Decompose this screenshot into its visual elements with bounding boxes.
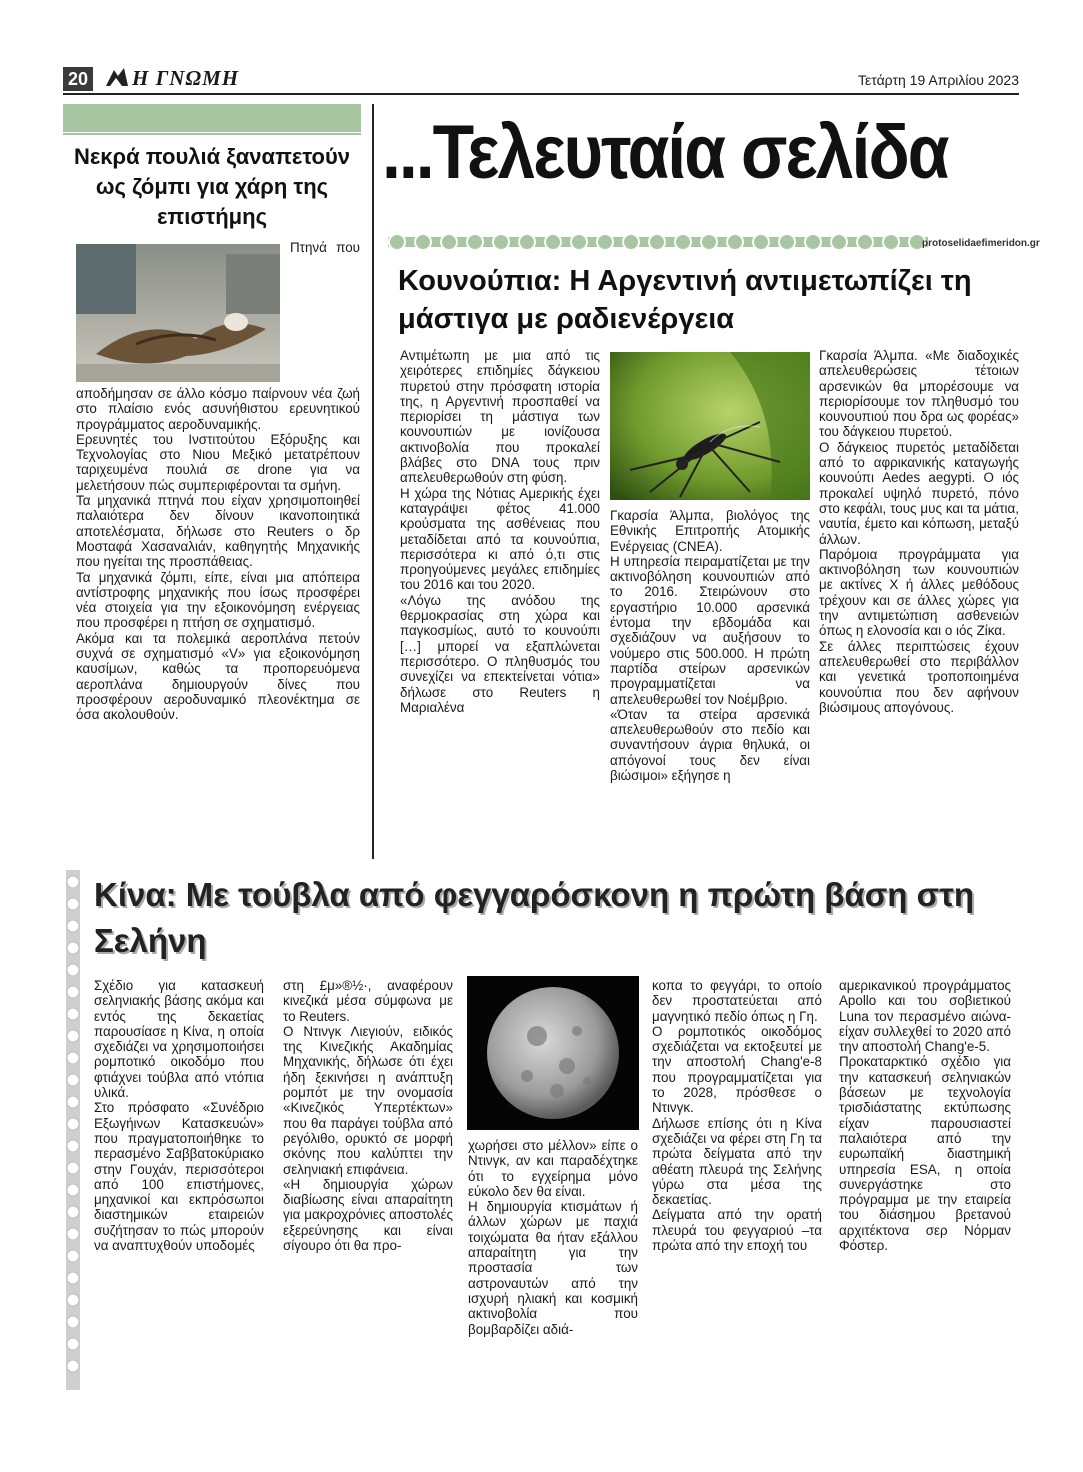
moon-col-1: Σχέδιο για κατασκευή σεληνιακής βάσης ακόμα και εντός της δεκαετίας παρουσίασε η Κίνα, η οποία σχεδιάζει να χρησιμοποιήσει ρομποτικό οικοδόμο που φτιάχνει τούβλα από ντόπια υλικά. Στο πρόσφατο «Συνέδριο Εξωγήινων Κατασκευών» που πραγματοποιήθηκε το περασμένο Σαββατοκύριακο στην Γουχάν, περισσότεροι από 100 επιστήμονες, μηχανικοί και εκπρόσωποι διαστημικών εταιρειών συζήτησαν το πώς μπορούν να αναπτυχθούν υποδομές <box>94 978 264 1254</box>
page-number: 20 <box>63 67 93 91</box>
bird-photo <box>76 244 284 384</box>
mosquito-col-3: Γκαρσία Άλμπα. «Με διαδοχικές απελευθερώσεις τέτοιων αρσενικών θα μπορέσουμε να περιορίσουμε τον πληθυσμό του κουνουπιού που δρα ως φορέας» του δάγκειου πυρετού. Ο δάγκειος πυρετός μεταδίδεται από το αφρικανικής καταγωγής κουνούπι Aedes aegypti. Ο ιός προκαλεί υψηλό πυρετό, πόνο στο κεφάλι, τους μυς και τα μάτια, ναυτία, έμετο και κόπωση, μεταξύ άλλων. Παρόμοια προγράμματα για ακτινοβόληση των κουνουπιών με ακτίνες Χ ή άλλες μεθόδους τρέχουν και σε άλλες χώρες για την αντιμετώπιση ασθενειών όπως η ελονοσία και ο ιός Ζίκα. Σε άλλες περιπτώσεις έχουν απελευθερωθεί στο περιβάλλον και γενετικά τροποποιημένα κουνούπια που δεν αφήνουν βιώσιμους απογόνους. <box>819 348 1019 715</box>
mosquito-col-2: Γκαρσία Άλμπα, βιολόγος της Εθνικής Επιτροπής Ατομικής Ενέργειας (CNEA). Η υπηρεσία πειραματίζεται με την ακτινοβόληση κουνουπιών από το 2016. Στειρώνουν στο εργαστήριο 10.000 αρσενικά έντομα την εβδομάδα και σχεδιάζουν να αυξήσουν το νούμερο στις 500.000. Η πρώτη παρτίδα στείρων αρσενικών προγραμματίζεται να απελευθερωθεί τον Νοέμβριο. «Όταν τα στείρα αρσενικά απελευθερωθούν στο πεδίο και συναντήσουν άγρια θηλυκά, οι απόγονοί τους δεν είναι βιώσιμοι» εξήγησε η <box>610 508 810 784</box>
section-title: ...Τελευταία σελίδα <box>382 109 948 195</box>
mosquito-col-1: Αντιμέτωπη με μια από τις χειρότερες επιδημίες δάγκειου πυρετού στην πρόσφατη ιστορία της, η Αργεντινή προσπαθεί να περιορίσει τη μάστιγα των κουνουπιών με ιονίζουσα ακτινοβολία που προκαλεί βλάβες στο DNA τους πριν απελευθερωθούν στη φύση. Η χώρα της Νότιας Αμερικής έχει καταγράψει φέτος 41.000 κρούσματα της ασθένειας που μεταδίδεται από τα κουνούπια, περισσότερα κι από ό,τι στις προηγούμενες μεγάλες επιδημίες του 2016 και του 2020. «Λόγω της ανόδου της θερμοκρασίας στη χώρα και παγκοσμίως, αυτό το κουνούπι […] μπορεί να εξαπλώνεται περισσότερο. Ο πληθυσμός του συνεχίζει να επεκτείνεται νότια» δήλωσε στο Reuters η Μαριαλένα <box>400 348 600 715</box>
watermark: protoselidaefimeridon.gr <box>922 238 1040 249</box>
moon-col-2: στη £μ»®½·, αναφέρουν κινεζικά μέσα σύμφωνα με το Reuters. Ο Ντινγκ Λιεγιούν, ειδικός της Κινεζικής Ακαδημίας Μηχανικής, δήλωσε ότι έχει ήδη ξεκινήσει η ανάπτυξη ρομπότ με την ονομασία «Κινεζικός Υπερτέκτων» που θα παράγει τούβλα από ρεγόλιθο, ορυκτό σε μορφή σκόνης που καλύπτει την σεληνιακή επιφάνεια. «Η δημιουργία χώρων διαβίωσης είναι απαραίτητη για μακροχρόνιες αποστολές εξερεύνησης και είναι σίγουρο ότι θα προ- <box>283 978 453 1254</box>
moon-col-3: χωρήσει στο μέλλον» είπε ο Ντινγκ, αν και παραδέχτηκε ότι το εγχείρημα μόνο εύκολο δεν θα είναι. Η δημιουργία κτισμάτων ή άλλων χώρων με παχιά τοιχώματα θα ήταν εξάλλου απαραίτητη για την προστασία των αστροναυτών από την ισχυρή ηλιακή και κοσμική ακτινοβολία που βομβαρδίζει αδιά- <box>468 1138 638 1337</box>
issue-date: Τετάρτη 19 Απριλίου 2023 <box>858 72 1019 88</box>
moon-col-4: κοπα το φεγγάρι, το οποίο δεν προστατεύεται από μαγνητικό πεδίο όπως η Γη. Ο ρομποτικός οικοδόμος σχεδιάζεται να εκτοξευτεί με την αποστολή Chang'e-8 που προγραμματίζεται για το 2028, πρόσθεσε ο Ντινγκ. Δήλωσε επίσης ότι η Κίνα σχεδιάζει να φέρει στη Γη τα πρώτα δείγματα από την αθέατη πλευρά της Σελήνης γύρω στα μέσα της δεκαετίας. Δείγματα από την ορατή πλευρά του φεγγαριού –τα πρώτα από την εποχή του <box>652 978 822 1254</box>
masthead-logo-icon <box>104 66 130 90</box>
left-accent-bar <box>63 104 361 132</box>
paper-name: Η ΓΝΩΜΗ <box>132 66 240 90</box>
header-rule <box>63 93 1019 95</box>
moon-col-5: αμερικανικού προγράμματος Apollo και του σοβιετικού Luna τον περασμένο αιώνα- είχαν συλλεχθεί το 2020 από την αποστολή Chang'e-5. Προκαταρκτικό σχέδιο για την κατασκευή σεληνιακών βάσεων με τεχνολογία τρισδιάστατης εκτύπωσης είχαν παρουσιαστεί παλαιότερα από την ευρωπαϊκή διαστημική υπηρεσία ESA, η οποία συνεργάστηκε στο πρόγραμμα με την εταιρεία του διάσημου βρετανού αρχιτέκτονα σερ Νόρμαν Φόστερ. <box>839 978 1011 1254</box>
birds-headline: Νεκρά πουλιά ξαναπετούν ως ζόμπι για χάρη της επιστήμης <box>73 144 351 229</box>
birds-body: Πτηνά που αποδήμησαν σε άλλο κόσμο παίρνουν νέα ζωή στο πλαίσιο ενός ασυνήθιστου ερευνητικού προγράμματος αεροδυναμικής. Ερευνητές του Ινστιτούτου Εξόρυξης και Τεχνολογίας στο Νιου Μεξικό μετατρέπουν ταριχευμένα πουλιά σε drone για να μελετήσουν πώς συμπεριφέρονται τα σμήνη. Τα μηχανικά πτηνά που είχαν χρησιμοποιηθεί παλαιότερα δεν δίνουν ικανοποιητικά αποτελέσματα, δήλωσε στο Reuters ο δρ Μοσταφά Χασαναλιάν, καθηγητής Μηχανικής που ηγείται της προσπάθειας. Τα μηχανικά ζόμπι, είπε, είναι μια απόπειρα αντίστροφης μηχανικής που ίσως προσφέρει νέα στοιχεία για την εξοικονόμηση ενέργειας που προσφέρει η πτήση σε σχηματισμό. Ακόμα και τα πολεμικά αεροπλάνα πετούν συχνά σε σχηματισμό «V» για εξοικονόμηση καυσίμων, καθώς τα προπορευόμενα αεροπλάνα δημιουργούν δίνες που προσφέρουν αεροδυναμικό πλεονέκτημα σε όσα ακολουθούν. <box>76 240 360 723</box>
moon-headline: Κίνα: Με τούβλα από φεγγαρόσκονη η πρώτη βάση στη Σελήνη <box>94 876 975 959</box>
moon-photo <box>467 976 639 1130</box>
mosquito-photo <box>610 352 810 500</box>
dot-row <box>388 233 928 251</box>
moon-side-dots <box>60 870 84 1390</box>
column-divider <box>372 104 374 859</box>
left-accent-bar-rule <box>63 133 361 135</box>
mosquito-headline: Κουνούπια: Η Αργεντινή αντιμετωπίζει τη μάστιγα με ραδιενέργεια <box>398 265 972 335</box>
